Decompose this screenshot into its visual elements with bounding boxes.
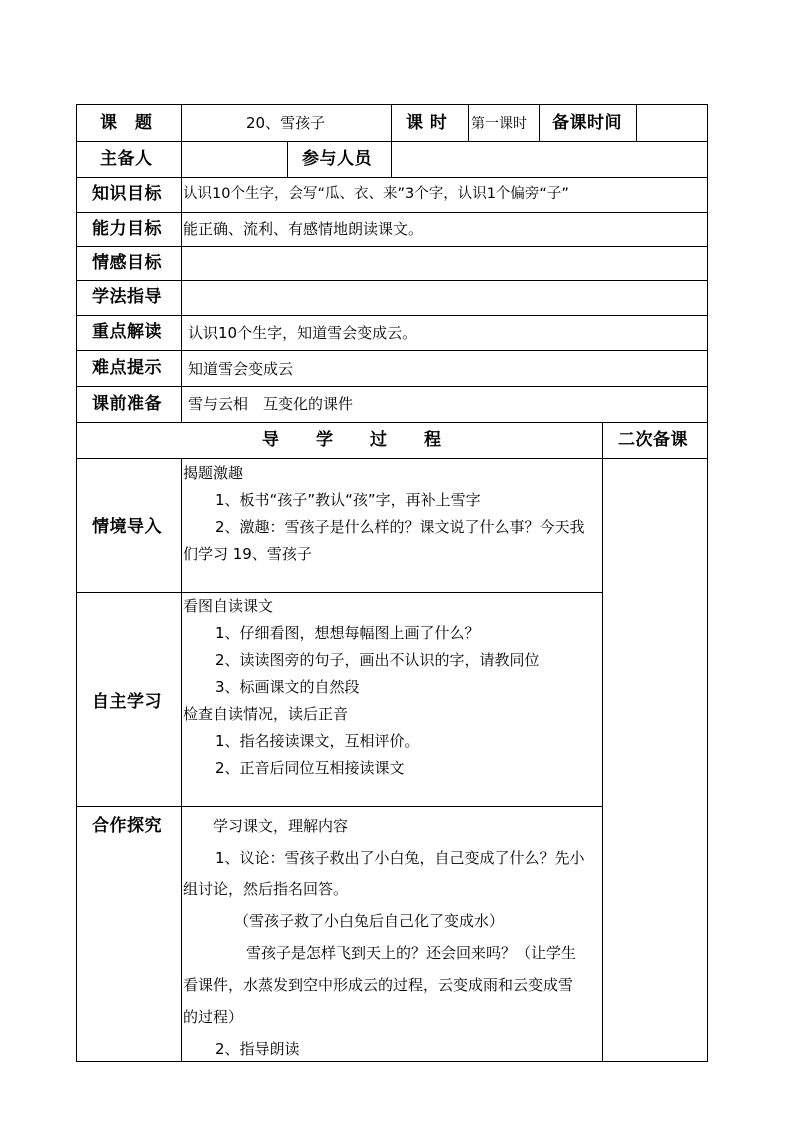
- content-line: 1、指名接读课文，互相评价。: [215, 732, 420, 750]
- content-line: 组讨论，然后指名回答。: [183, 880, 349, 898]
- content-line: 1、议论：雪孩子救出了小白兔，自己变成了什么？先小: [215, 849, 585, 867]
- process-heading: 导 学 过 程: [262, 430, 442, 450]
- ability-goal-value: 能正确、流利、有感情地朗读课文。: [183, 220, 424, 238]
- difficulty-label: 难点提示: [92, 358, 162, 378]
- section-label-self-study: 自主学习: [92, 692, 162, 712]
- main-preparer-label: 主备人: [100, 149, 153, 169]
- content-line: 2、指导朗读: [215, 1040, 300, 1058]
- difficulty-value: 知道雪会变成云: [188, 360, 294, 378]
- content-line: 2、读读图旁的句子，画出不认识的字，请教同位: [215, 651, 540, 669]
- prep-time-label: 备课时间: [552, 113, 622, 133]
- participants-label: 参与人员: [302, 149, 372, 169]
- second-prep-heading: 二次备课: [618, 430, 688, 450]
- content-line: 雪孩子是怎样飞到天上的？还会回来吗？（让学生: [246, 944, 577, 962]
- content-line: 的过程）: [183, 1008, 244, 1026]
- content-line: 学习课文，理解内容: [213, 817, 349, 835]
- key-points-value: 认识10个生字，知道雪会变成云。: [188, 324, 418, 342]
- content-line: （雪孩子救了小白兔后自己化了变成水）: [234, 912, 505, 930]
- content-line: 2、正音后同位互相接读课文: [215, 759, 405, 777]
- content-line: 揭题激趣: [183, 464, 244, 482]
- study-method-label: 学法指导: [92, 287, 162, 307]
- content-line: 看图自读课文: [183, 597, 274, 615]
- content-line: 2、激趣：雪孩子是什么样的？课文说了什么事？今天我: [215, 518, 585, 536]
- section-label-cooperative: 合作探究: [92, 816, 162, 836]
- section-label-intro: 情境导入: [92, 517, 162, 537]
- knowledge-goal-value: 认识10个生字，会写“瓜、衣、来”3个字，认识1个偏旁“子”: [183, 186, 569, 202]
- topic-value: 20、雪孩子: [246, 114, 326, 132]
- preparation-value: 雪与云相 互变化的课件: [188, 395, 354, 413]
- content-line: 检查自读情况，读后正音: [183, 705, 349, 723]
- content-line: 1、仔细看图，想想每幅图上画了什么？: [215, 624, 480, 642]
- content-line: 看课件，水蒸发到空中形成云的过程，云变成雨和云变成雪: [183, 976, 574, 994]
- emotion-goal-label: 情感目标: [92, 253, 162, 273]
- content-line: 们学习 19、雪孩子: [183, 545, 312, 563]
- period-value: 第一课时: [471, 116, 527, 132]
- content-line: 1、板书“孩子”教认“孩”字，再补上雪字: [215, 491, 481, 509]
- topic-label: 课 题: [100, 113, 153, 133]
- preparation-label: 课前准备: [92, 394, 162, 414]
- knowledge-goal-label: 知识目标: [92, 184, 162, 204]
- key-points-label: 重点解读: [92, 322, 162, 342]
- ability-goal-label: 能力目标: [92, 219, 162, 239]
- content-line: 3、标画课文的自然段: [215, 678, 360, 696]
- period-label: 课 时: [406, 113, 448, 133]
- second-prep-column: [603, 459, 707, 1061]
